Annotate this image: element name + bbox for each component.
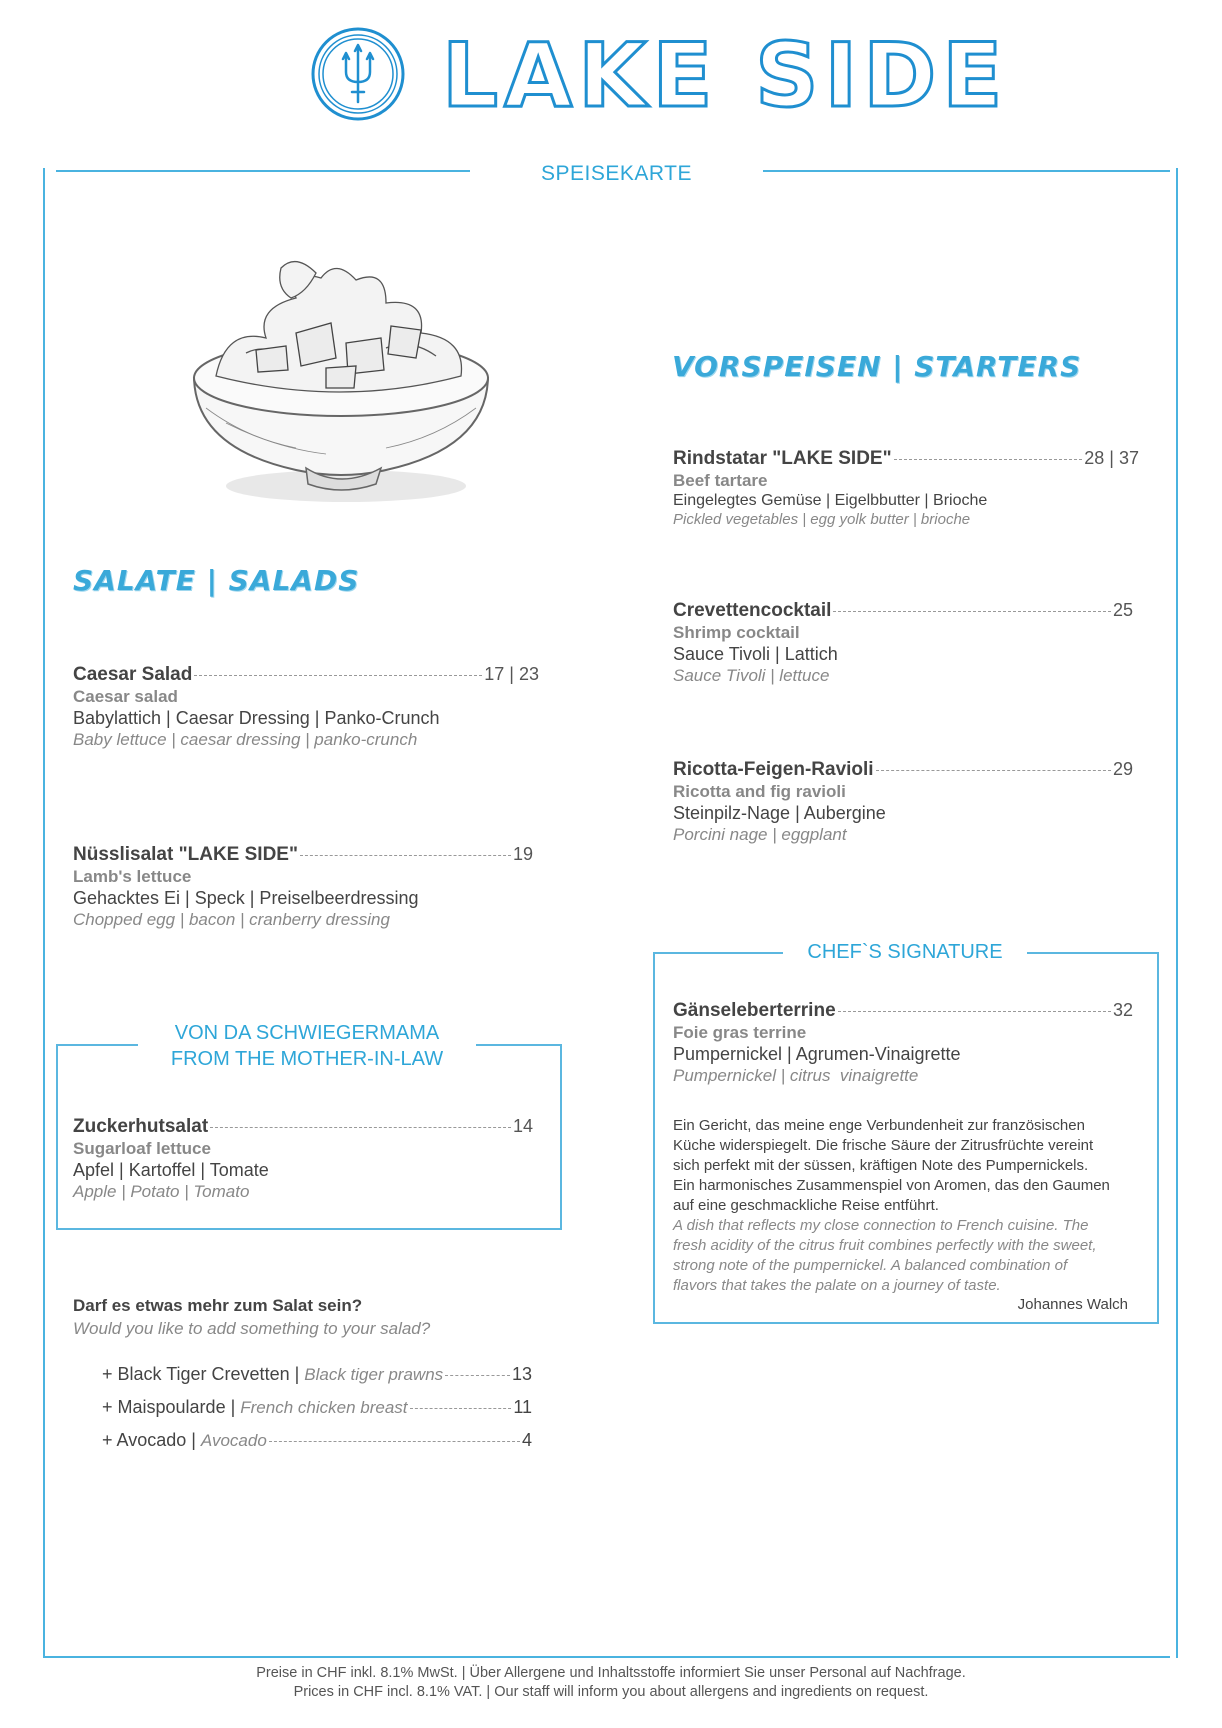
addon-name-de: + Black Tiger Crevetten | — [102, 1364, 305, 1384]
salads-heading: SALATE | SALADS — [73, 564, 360, 597]
item-price: 28 | 37 — [1084, 448, 1139, 468]
addon-item — [102, 1430, 532, 1451]
item-ingredients-de: Sauce Tivoli | Lattich — [673, 644, 838, 664]
item-ingredients-de: Apfel | Kartoffel | Tomate — [73, 1160, 269, 1180]
leader-dots — [410, 1408, 512, 1409]
addon-item — [102, 1364, 532, 1385]
addon-item — [102, 1397, 532, 1418]
item-price: 25 — [1112, 600, 1133, 620]
leader-dots — [210, 1127, 511, 1128]
chef-description-en: A dish that reflects my close connection to French cuisine. The fresh acidity of the citrus fruit combines perfectly with the sweet, strong note of the pumpernickel. A balanced combination of flavors that takes the palate on a journey of taste. — [673, 1217, 1097, 1294]
item-price: 29 — [1112, 759, 1133, 779]
menu-item — [73, 664, 539, 750]
frame-border-bottom — [43, 1656, 1170, 1658]
item-ingredients-en: Pickled vegetables | egg yolk butter | brioche — [673, 511, 971, 528]
chef-signature-name: Johannes Walch — [1017, 1296, 1128, 1313]
item-subtitle: Lamb's lettuce — [73, 867, 192, 886]
menu-item — [73, 1116, 533, 1202]
leader-dots — [894, 459, 1083, 460]
item-price: 14 — [512, 1116, 533, 1136]
mother-in-law-title: VON DA SCHWIEGERMAMA FROM THE MOTHER-IN-LAW — [170, 1022, 444, 1070]
menu-item — [673, 600, 1133, 686]
brand-name: LAKE SIDE — [442, 24, 1009, 127]
addon-name-en: Avocado — [200, 1431, 267, 1450]
menu-item — [673, 1000, 1133, 1086]
item-subtitle: Sugarloaf lettuce — [73, 1139, 211, 1158]
item-ingredients-en: Baby lettuce | caesar dressing | panko-crunch — [73, 730, 418, 749]
item-subtitle: Beef tartare — [673, 471, 768, 490]
item-name: Gänseleberterrine — [673, 1000, 836, 1021]
item-price: 17 | 23 — [484, 664, 539, 684]
item-ingredients-en: Sauce Tivoli | lettuce — [673, 666, 830, 685]
item-ingredients-en: Porcini nage | eggplant — [673, 825, 847, 844]
item-price: 32 — [1112, 1000, 1133, 1020]
addon-price: 13 — [511, 1364, 532, 1384]
addon-price: 11 — [513, 1397, 532, 1417]
item-name: Nüsslisalat "LAKE SIDE" — [73, 844, 298, 865]
item-subtitle: Shrimp cocktail — [673, 623, 800, 642]
item-subtitle: Caesar salad — [73, 687, 178, 706]
frame-border-top-left — [56, 170, 470, 172]
addon-name-de: + Avocado | — [102, 1430, 201, 1450]
footer-line-de: Preise in CHF inkl. 8.1% MwSt. | Über Allergene und Inhaltsstoffe informiert Sie unser Personal auf Nachfrage. — [256, 1665, 966, 1681]
addon-name-en: Black tiger prawns — [304, 1365, 444, 1384]
item-ingredients-en: Chopped egg | bacon | cranberry dressing — [73, 910, 390, 929]
footer-line-en: Prices in CHF incl. 8.1% VAT. | Our staff will inform you about allergens and ingredients on request. — [293, 1684, 929, 1700]
menu-item — [73, 844, 533, 930]
chef-description-de: Ein Gericht, das meine enge Verbundenheit zur französischen Küche widerspiegelt. Die frische Säure der Zitrusfrüchte vereint sich perfekt mit der süssen, kräftigen Note des Pumpernickels. Ein harmonisches Zusammenspiel von Aromen, das den Gaumen auf eine geschmackliche Reise entführt. — [673, 1117, 1110, 1214]
addon-price: 4 — [521, 1430, 532, 1450]
leader-dots — [833, 611, 1111, 612]
addon-name-en: French chicken breast — [240, 1398, 408, 1417]
item-name: Crevettencocktail — [673, 600, 832, 621]
leader-dots — [194, 675, 482, 676]
item-ingredients-de: Babylattich | Caesar Dressing | Panko-Crunch — [73, 708, 440, 728]
item-ingredients-en: Apple | Potato | Tomato — [73, 1182, 250, 1201]
item-subtitle: Ricotta and fig ravioli — [673, 782, 846, 801]
item-name: Caesar Salad — [73, 664, 193, 685]
menu-title: SPEISEKARTE — [540, 162, 692, 185]
frame-border-right — [1176, 168, 1178, 1658]
item-name: Zuckerhutsalat — [73, 1116, 209, 1137]
leader-dots — [300, 855, 511, 856]
item-name: Rindstatar "LAKE SIDE" — [673, 448, 892, 469]
item-ingredients-de: Pumpernickel | Agrumen-Vinaigrette — [673, 1044, 961, 1064]
leader-dots — [269, 1441, 520, 1442]
leader-dots — [876, 770, 1111, 771]
item-subtitle: Foie gras terrine — [673, 1023, 807, 1042]
addons-question-en: Would you like to add something to your salad? — [73, 1319, 431, 1338]
salad-bowl-icon — [186, 258, 496, 510]
frame-border-left — [43, 168, 45, 1658]
menu-item — [673, 759, 1133, 845]
frame-border-top-right — [763, 170, 1170, 172]
item-ingredients-de: Eingelegtes Gemüse | Eigelbbutter | Brioche — [673, 492, 988, 509]
starters-heading: VORSPEISEN | STARTERS — [672, 350, 1082, 383]
addon-name-de: + Maispoularde | — [102, 1397, 241, 1417]
menu-item — [673, 448, 1139, 528]
footer — [0, 1664, 1222, 1702]
leader-dots — [838, 1011, 1111, 1012]
addons-question-de: Darf es etwas mehr zum Salat sein? — [73, 1296, 363, 1315]
addons-section — [73, 1296, 430, 1339]
logo — [310, 24, 1009, 127]
item-price: 19 — [512, 844, 533, 864]
leader-dots — [445, 1375, 510, 1376]
item-ingredients-de: Gehacktes Ei | Speck | Preiselbeerdressing — [73, 888, 419, 908]
chef-signature-title: CHEF`S SIGNATURE — [807, 941, 1003, 963]
trident-icon — [310, 26, 406, 122]
item-ingredients-de: Steinpilz-Nage | Aubergine — [673, 803, 886, 823]
item-name: Ricotta-Feigen-Ravioli — [673, 759, 874, 780]
item-ingredients-en: Pumpernickel | citrus vinaigrette — [673, 1066, 919, 1085]
